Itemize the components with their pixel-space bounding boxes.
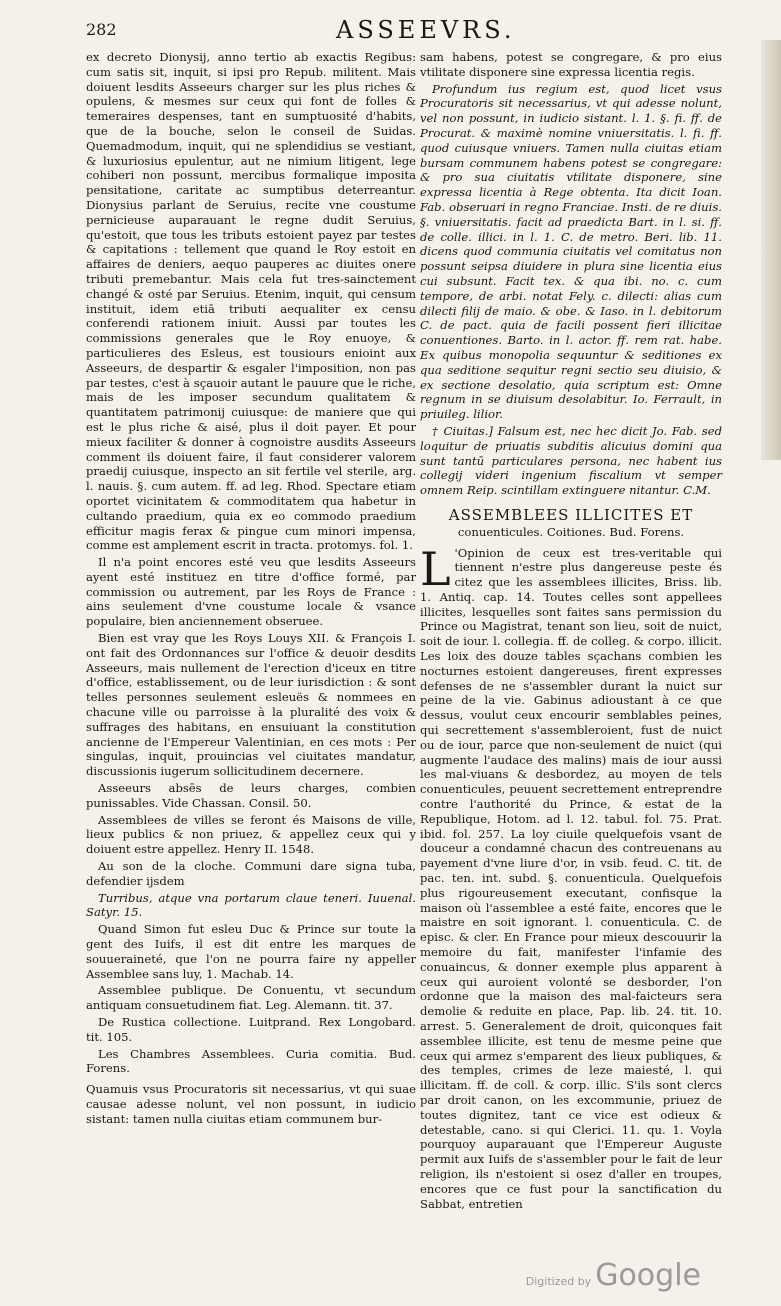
digitized-by-text: Digitized by xyxy=(525,1275,592,1288)
page-number: 282 xyxy=(86,20,117,39)
left-paragraph: Quamuis vsus Procuratoris sit necessarius, vt qui suae causae adesse nolunt, vel non possunt, in iudicio sistant: tamen nulla ciuitas etiam communem bur- xyxy=(86,1082,416,1126)
right-column xyxy=(420,50,722,1211)
right-paragraph: † Ciuitas.] Falsum est, nec hec dicit Jo. Fab. sed loquitur de priuatis subditis alicuius domini qua sunt tantū particulares persona, nec habent ius collegij videri ingenium fiscalium vt semper omnem Reip. scintillam extinguere nitantur. C.M. xyxy=(420,423,722,498)
page-header xyxy=(86,16,706,46)
drop-cap: L xyxy=(420,541,451,596)
google-logo-text: Google xyxy=(595,1258,701,1293)
left-paragraph: Bien est vray que les Roys Louys XII. & François I. ont fait des Ordonnances sur l'office & deuoir desdits Asseeurs, mais nullement de l'erection d'iceux en titre d'office, establissement, ou de leur iurisdiction : & sont telles personnes seulement esleuës & nommees en chacune ville ou parroisse à la pluralité des voix & suffrages des habitans, en ensuiuant la constitution ancienne de l'Empereur Valentinian, en ces mots : Per singulas, inquit, prouincias vel ciuitates mandatur, discussionis iugerum sollicitudinem decernere. xyxy=(86,631,416,779)
left-paragraph: Assemblees de villes se feront és Maisons de ville, lieux publics & non priuez, & appellez ceux qui y doiuent estre appellez. Henry II. 1548. xyxy=(86,812,416,857)
running-title: ASSEEVRS. xyxy=(336,16,516,44)
left-paragraph: Asseeurs absēs de leurs charges, combien punissables. Vide Chassan. Consil. 50. xyxy=(86,781,416,810)
left-paragraph: Les Chambres Assemblees. Curia comitia. Bud. Forens. xyxy=(86,1046,416,1076)
left-paragraph: Au son de la cloche. Communi dare signa tuba, defendier ijsdem xyxy=(86,859,416,888)
right-paragraph: Profundum ius regium est, quod licet vsus Procuratoris sit necessarius, vt qui adesse nolunt, vel non possunt, in iudicio sistant. l. 1. §. fi. ff. de Procurat. & maximè nomine vniuersitatis. l. fi. ff. quod cuiusque vniuers. Tamen nulla ciuitas etiam bursam communem habens potest se congregare: & pro sua ciuitatis vtilitate disponere, sine expressa licentia à Rege obtenta. Ita dicit Ioan. Fab. obseruari in regno Franciae. Insti. de re diuis. §. vniuersitatis. facit ad praedicta Bart. in l. si. ff. de colle. illici. in l. 1. C. de metro. Beri. lib. 11. dicens quod communia ciuitatis vel comitatus non possunt seipsa diuidere in plura sine licentia eius cui subsunt. Facit tex. & qua ibi. no. c. cum tempore, de arbi. notat Fely. c. dilecti: alias cum dilecti filij de maio. & obe. & Iaso. in l. debitorum C. de pact. quia de facili possent fieri illicitae conuentiones. Barto. in l. actor. ff. rem rat. habe. Ex quibus monopolia sequuntur & seditiones ex qua seditione sequitur regni sectio seu diuisio, & ex sectione desolatio, quia scriptum est: Omne regnum in se diuisum desolabitur. Io. Ferrault, in priuileg. lilior. xyxy=(420,81,722,422)
left-paragraph: ex decreto Dionysij, anno tertio ab exactis Regibus: cum satis sit, inquit, si ipsi pro Repub. militent. Mais doiuent lesdits Asseeurs charger sur les plus riches & opulens, & mesmes sur ceux qui font de folles & temeraires despenses, tant en sumptuosité d'habits, que de la bouche, selon le conseil de Suidas. Quemadmodum, inquit, qui ne splendidius se vestiant, & luxuriosius epulentur, aut ne nimium litigent, lege cohiberi non possunt, mercibus formalique imposita pensitatione, caritate ac sumptibus deterreantur. Dionysius parlant de Seruius, recite vne coustume pernicieuse auparauant le regne dudit Seruius, qu'estoit, que tous les tributs estoient payez par testes & capitations : tellement que quand le Roy estoit en affaires de deniers, aequo pauperes ac diuites onere tributi premebantur. Mais cela fut tres-sainctement changé & osté par Seruius. Etenim, inquit, qui censum instituit, idem etiā tributi aequaliter ex censu conferendi rationem iniuit. Aussi par toutes les commissions generales que le Roy enuoye, & particulieres des Esleus, est tousiours enioint aux Asseeurs, de despartir & esgaler l'imposition, non pas par testes, c'est à sçauoir autant le pauure que le riche, mais de les imposer secundum qualitatem & quantitatem patrimonij cuiusque: de maniere que qui est le plus riche & aisé, plus il doit payer. Et pour mieux faciliter & donner à cognoistre ausdits Asseeurs comment ils doiuent faire, il faut considerer valorem praedij cuiusque, inspecto an sit fertile vel sterile, arg. l. nauis. §. cum autem. ff. ad leg. Rhod. Spectare etiam oportet vicinitatem & commoditatem qua habetur in cultando praedium, quia ex eo commodo praedium efficitur magis ferax & pingue cum minori impensa, comme est amplement escrit in tracta. protomys. fol. 1. xyxy=(86,50,416,553)
left-paragraph: Assemblee publique. De Conuentu, vt secundum antiquam consuetudinem fiat. Leg. Alemann. tit. 37. xyxy=(86,983,416,1013)
left-paragraph: Turribus, atque vna portarum claue teneri. Iuuenal. Satyr. 15. xyxy=(86,890,416,920)
left-paragraph: Quand Simon fut esleu Duc & Prince sur toute la gent des Iuifs, il est dit entre les marques de souueraineté, que l'on ne pourra faire ny appeller Assemblee sans luy, 1. Machab. 14. xyxy=(86,922,416,981)
page-edge-strip xyxy=(761,40,781,460)
section-body-text: 'Opinion de ceux est tres-veritable qui tiennent n'estre plus dangereuse peste és citez que les assemblees illicites, Briss. lib. 1. Antiq. cap. 14. Toutes celles sont appellees illicites, lesquelles sont faites sans permission du Prince ou Magistrat, tenant son lieu, soit de nuict, soit de iour. l. collegia. ff. de colleg. & corpo. illicit. Les loix des douze tables sçachans combien les nocturnes estoient dangereuses, firent expresses defenses de ne s'assembler durant la nuict sur peine de la vie. Gabinus adioustant à ce que dessus, voulut ceux encourir semblables peines, qui secrettement s'assembleroient, fust de nuict ou de iour, parce que non-seulement de nuict (qui augmente l'audace des malins) mais de iour aussi les mal-viuans & desbordez, au moyen de tels conuenticules, peuuent secrettement entreprendre contre l'authorité du Prince, & estat de la Republique, Hotom. ad l. 12. tabul. fol. 75. Prat. ibid. fol. 257. La loy ciuile quelquefois vsant de douceur a condamné chacun des contreuenans au payement d'vne liure d'or, in vsib. feud. C. tit. de pac. ten. int. subd. §. conuenticula. Quelquefois plus rigoureusement executant, confisque la maison où l'assemblee a esté faite, encores que le maistre en soit ignorant. l. conuenticula. C. de episc. & cler. En France pour mieux descouurir la memoire du fait, manifester l'infamie des conuaincus, & donner exemple plus apparent à ceux qui auroient volonté se desborder, l'on ordonne que la maison des mal-faicteurs sera demolie & reduite en place, Pap. lib. 24. tit. 10. arrest. 5. Generalement de droit, quiconques fait assemblee illicite, est tenu de mesme peine que ceux qui armez s'emparent des lieux publiques, & des temples, crimes de leze maiesté, l. qui illicitam. ff. de coll. & corp. illic. S'ils sont clercs par droit canon, on les excommunie, priuez de toutes dignitez, tant ce vice est odieux & detestable, cano. si qui Clerici. 11. qu. 1. Voyla pourquoy auparauant que l'Empereur Auguste permit aux Iuifs de s'assembler pour le fait de leur religion, ils n'estoient si osez d'aller en troupes, encores que ce fust pour la sanctification du Sabbat, entretien xyxy=(420,545,722,1211)
left-paragraph: Il n'a point encores esté veu que lesdits Asseeurs ayent esté instituez en titre d'office formé, par commission ou autrement, par les Roys de France : ains seulement d'vne coustume locale & vsance populaire, bien anciennement obseruee. xyxy=(86,555,416,629)
digitized-by-google-watermark xyxy=(526,1258,701,1293)
left-column xyxy=(86,50,416,1180)
right-paragraph: sam habens, potest se congregare, & pro eius vtilitate disponere sine expressa licentia regis. xyxy=(420,50,722,79)
left-paragraph: De Rustica collectione. Luitprand. Rex Longobard. tit. 105. xyxy=(86,1015,416,1044)
section-subheading: conuenticules. Coitiones. Bud. Forens. xyxy=(457,524,685,539)
section-body xyxy=(420,541,722,1212)
section-heading: ASSEMBLEES ILLICITES ET xyxy=(448,505,694,524)
